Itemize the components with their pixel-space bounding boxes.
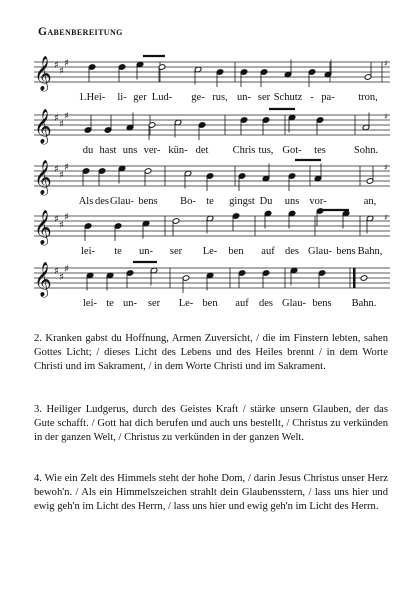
continuation-mark: ♯	[384, 163, 388, 172]
lyric-syllable: bens	[312, 298, 332, 309]
lyric-syllable: gingst	[229, 196, 255, 207]
sharp-icon: ♯	[64, 212, 69, 223]
lyric-syllable: ser	[169, 246, 183, 257]
lyric-syllable: du	[82, 145, 94, 156]
lyric-syllable: auf	[261, 246, 275, 257]
lyric-syllable: Le-	[178, 298, 194, 309]
lyric-syllable: tus,	[258, 145, 274, 156]
stanza-3: 3. Heiliger Ludgerus, durch des Geistes Kraft / stärke unsern Glauben, der das Gute schafft. / Gott hat dich berufen und auch uns bestellt, / Christus zu verkünden in der ganzen Welt, / Christus zu verkünden in der ganzen Welt.	[34, 404, 388, 444]
treble-clef-icon: 𝄞	[34, 56, 52, 91]
stanza-4: 4. Wie ein Zelt des Himmels steht der hohe Dom, / darin Jesus Christus unser Herz bewoh'n. / Als ein Himmelszeichen strahlt dein Glaubensstern, / lass uns hier und ewig geh'n im Licht des Herrn, / lass uns hier und ewig geh'n im Licht des Herrn.	[34, 473, 388, 513]
lyrics-line	[30, 144, 394, 158]
lyric-syllable: det	[195, 145, 209, 156]
continuation-mark: ♯	[384, 59, 388, 68]
lyric-syllable: Le-	[202, 246, 218, 257]
stanza-2: 2. Kranken gabst du Hoffnung, Armen Zuversicht, / die im Finstern lebten, sahen Gottes Licht; / dieses Licht des Lebens und des Heiles brennt / in dem Worte Christi und im Sakrament, / in dem Worte Christi und im Sakrament.	[34, 333, 388, 373]
lyric-syllable: Glau-	[110, 196, 134, 207]
treble-clef-icon: 𝄞	[34, 160, 52, 195]
music-staff	[30, 262, 394, 296]
lyric-syllable: auf	[235, 298, 249, 309]
music-system-5	[30, 262, 394, 312]
lyric-syllable: tron,	[358, 92, 378, 103]
lyric-syllable: Glau-	[308, 246, 332, 257]
lyric-syllable: Bahn.	[351, 298, 377, 309]
treble-clef-icon: 𝄞	[34, 109, 52, 144]
music-staff	[30, 210, 394, 244]
lyric-syllable: uns	[122, 145, 138, 156]
lyric-syllable: un-	[123, 298, 137, 309]
sharp-icon: ♯	[54, 164, 59, 175]
lyric-syllable: li-	[117, 92, 127, 103]
lyric-syllable: Du	[259, 196, 273, 207]
lyrics-line	[30, 245, 394, 259]
music-staff	[30, 160, 394, 194]
music-staff	[30, 109, 394, 143]
lyric-syllable: un-	[237, 92, 251, 103]
lyric-syllable: lei-	[83, 298, 97, 309]
lyric-syllable: te	[114, 246, 122, 257]
lyrics-line	[30, 195, 394, 209]
music-system-3	[30, 160, 394, 210]
lyric-syllable: Glau-	[282, 298, 306, 309]
music-system-4	[30, 210, 394, 260]
lyric-syllable: tes	[314, 145, 326, 156]
lyric-syllable: ser	[257, 92, 271, 103]
lyric-syllable: bens	[138, 196, 158, 207]
lyric-syllable: des	[259, 298, 273, 309]
sharp-icon: ♯	[59, 272, 64, 283]
lyric-syllable: bens	[336, 246, 356, 257]
sharp-icon: ♯	[64, 162, 69, 173]
lyric-syllable: ver-	[143, 145, 161, 156]
lyric-syllable: ben	[228, 246, 244, 257]
final-bar-line	[353, 268, 356, 288]
continuation-mark: ♯	[384, 112, 388, 121]
lyric-syllable: te	[206, 196, 214, 207]
lyric-syllable: Bahn,	[357, 246, 383, 257]
treble-clef-icon: 𝄞	[34, 210, 52, 245]
sharp-icon: ♯	[54, 266, 59, 277]
lyric-syllable: Got-	[282, 145, 302, 156]
lyric-syllable: des	[95, 196, 109, 207]
lyrics-line	[30, 297, 394, 311]
lyric-syllable: Lud-	[151, 92, 173, 103]
sharp-icon: ♯	[59, 66, 64, 77]
lyric-syllable: kün-	[168, 145, 188, 156]
lyric-syllable: un-	[139, 246, 153, 257]
sharp-icon: ♯	[54, 113, 59, 124]
page-title: Gabenbereitung	[38, 26, 123, 38]
lyric-syllable: Schutz	[273, 92, 303, 103]
lyric-syllable: Sohn.	[353, 145, 379, 156]
lyric-syllable: uns	[284, 196, 300, 207]
sharp-icon: ♯	[54, 214, 59, 225]
note-head	[360, 275, 368, 282]
music-staff	[30, 56, 394, 90]
lyric-syllable: vor-	[309, 196, 327, 207]
lyric-syllable: Bo-	[180, 196, 196, 207]
sharp-icon: ♯	[59, 220, 64, 231]
lyric-syllable: an,	[363, 196, 377, 207]
lyric-syllable: lei-	[81, 246, 95, 257]
sharp-icon: ♯	[54, 60, 59, 71]
treble-clef-icon: 𝄞	[34, 262, 52, 297]
sharp-icon: ♯	[59, 119, 64, 130]
continuation-mark: ♯	[384, 213, 388, 222]
lyric-syllable: ben	[202, 298, 218, 309]
lyric-syllable: -	[310, 92, 314, 103]
lyric-syllable: Chris	[232, 145, 256, 156]
sharp-icon: ♯	[59, 170, 64, 181]
lyrics-line	[30, 91, 394, 105]
lyric-syllable: te	[106, 298, 114, 309]
sharp-icon: ♯	[64, 264, 69, 275]
sharp-icon: ♯	[64, 58, 69, 69]
lyric-syllable: ser	[147, 298, 161, 309]
sharp-icon: ♯	[64, 111, 69, 122]
music-system-1	[30, 56, 394, 106]
lyric-syllable: ge-	[191, 92, 205, 103]
lyric-syllable: rus,	[212, 92, 228, 103]
lyric-syllable: des	[285, 246, 299, 257]
music-system-2	[30, 109, 394, 159]
lyric-syllable: ger	[133, 92, 147, 103]
lyric-syllable: hast	[99, 145, 117, 156]
lyric-syllable: pa-	[321, 92, 335, 103]
lyric-syllable: 1.Hei-	[78, 92, 106, 103]
lyric-syllable: Als	[78, 196, 94, 207]
